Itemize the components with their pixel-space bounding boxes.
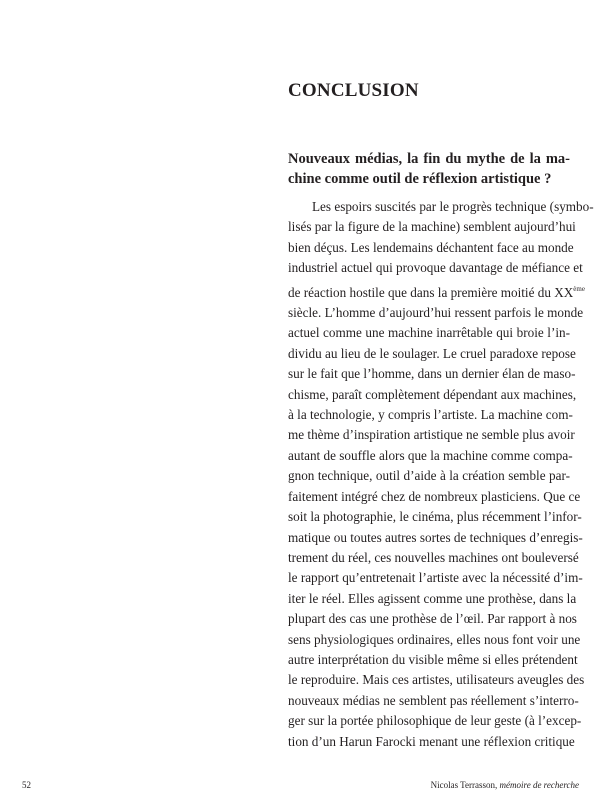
- section-heading-line: chine comme outil de réflexion artistique ?: [288, 171, 552, 187]
- body-line: nouveaux médias ne semblent pas réellement s’interro-: [288, 692, 579, 708]
- body-line: industriel actuel qui provoque davantage de méfiance et: [288, 260, 583, 276]
- body-line: sur le fait que l’homme, dans un dernier élan de maso-: [288, 366, 576, 382]
- body-line: gnon technique, outil d’aide à la création semble par-: [288, 468, 570, 484]
- superscript: ème: [573, 284, 585, 293]
- footer-document-type: mémoire de recherche: [499, 780, 579, 790]
- body-line: Les espoirs suscités par le progrès technique (symbo-: [312, 199, 594, 214]
- chapter-title: CONCLUSION: [288, 80, 419, 101]
- body-line: faitement intégré chez de nombreux plasticiens. Que ce: [288, 488, 581, 504]
- body-line: autant de souffle alors que la machine comme compa-: [288, 447, 573, 463]
- body-paragraph: [288, 197, 594, 752]
- body-line: bien déçus. Les lendemains déchantent face au monde: [288, 239, 574, 255]
- body-line-text: de réaction hostile que dans la première moitié du XX: [288, 284, 574, 300]
- section-heading-line: Nouveaux médias, la fin du mythe de la ma-: [288, 151, 570, 167]
- body-line: tion d’un Harun Farocki menant une réflexion critique: [288, 733, 575, 749]
- body-line-with-superscript: [288, 279, 585, 303]
- body-line: le rapport qu’entretenait l’artiste avec la nécessité d’im-: [288, 570, 583, 586]
- running-footer: [431, 780, 579, 790]
- body-line: matique ou toutes autres sortes de techniques d’enregis-: [288, 529, 583, 545]
- body-line: dividu au lieu de le soulager. Le cruel paradoxe repose: [288, 345, 576, 361]
- body-line: siècle. L’homme d’aujourd’hui ressent parfois le monde: [288, 305, 584, 321]
- body-line: actuel comme une machine inarrêtable qui broie l’in-: [288, 325, 570, 341]
- body-line: lisés par la figure de la machine) semblent aujourd’hui: [288, 219, 576, 235]
- body-line: ger sur la portée philosophique de leur geste (à l’excep-: [288, 713, 582, 729]
- body-line: me thème d’inspiration artistique ne semble plus avoir: [288, 427, 575, 443]
- section-heading: [288, 149, 570, 189]
- body-line: à la technologie, y compris l’artiste. La machine com-: [288, 407, 573, 423]
- body-line: le reproduire. Mais ces artistes, utilisateurs aveugles des: [288, 672, 585, 688]
- body-line: iter le réel. Elles agissent comme une prothèse, dans la: [288, 590, 577, 606]
- page-number: 52: [22, 780, 31, 790]
- body-line: plupart des cas une prothèse de l’œil. Par rapport à nos: [288, 611, 577, 627]
- body-line: autre interprétation du visible même si elles prétendent: [288, 651, 578, 667]
- body-line: chisme, paraît complètement dépendant aux machines,: [288, 386, 577, 402]
- body-line: trement du réel, ces nouvelles machines ont bouleversé: [288, 549, 579, 565]
- body-line: sens physiologiques ordinaires, elles nous font voir une: [288, 631, 581, 647]
- footer-author: Nicolas Terrasson,: [430, 780, 500, 790]
- body-line: soit la photographie, le cinéma, plus récemment l’infor-: [288, 509, 582, 525]
